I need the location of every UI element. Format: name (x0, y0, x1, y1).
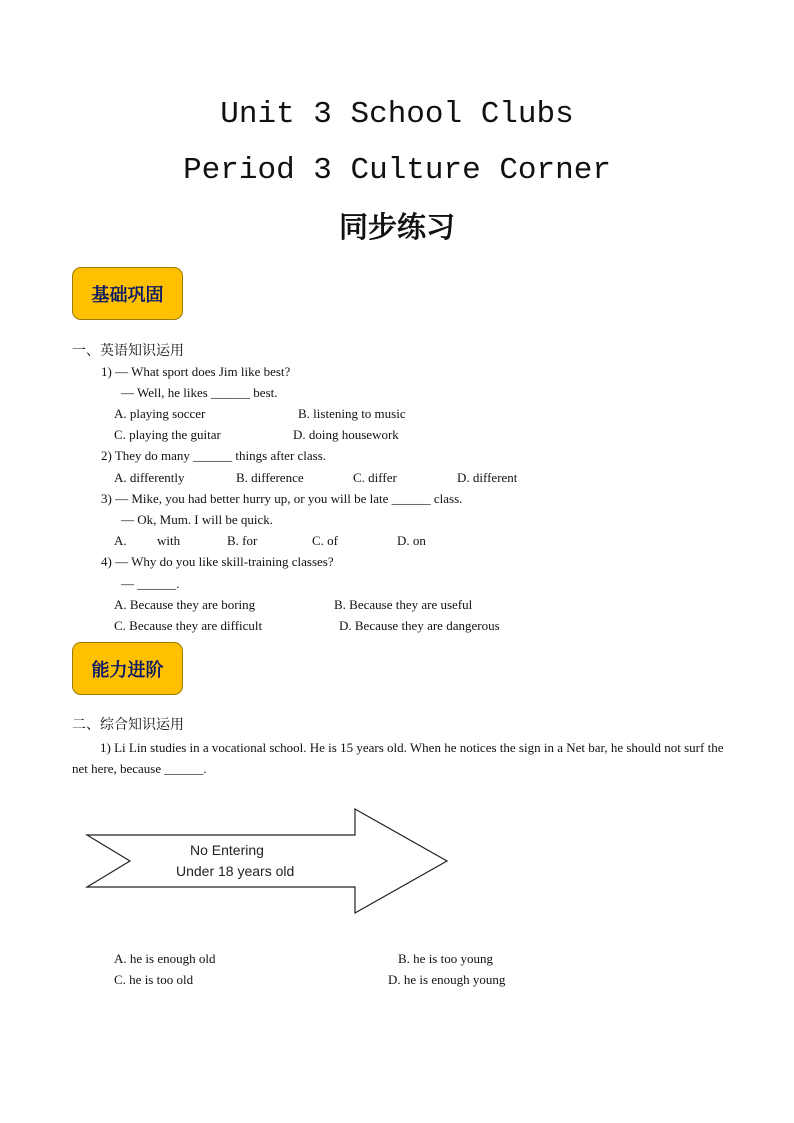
s2-q1-stem: 1) Li Lin studies in a vocational school. He is 15 years old. When he notices the sign in a Net bar, he should not surf the net here, because ______. (72, 740, 724, 776)
sign-line2: Under 18 years old (176, 863, 295, 879)
q3-option-a: A. (114, 533, 127, 548)
q1-option-a: A. playing soccer (114, 406, 206, 421)
q3-option-b: B. for (227, 533, 258, 548)
s2-q1-option-b: B. he is too young (398, 951, 493, 966)
q1-stem: 1) — What sport does Jim like best? (101, 364, 291, 379)
q1-option-b: B. listening to music (298, 406, 406, 421)
q4-stem: 4) — Why do you like skill-training classes? (101, 554, 334, 569)
section1-heading: 一、英语知识运用 (72, 343, 184, 359)
q4-reply: — ______. (121, 576, 180, 591)
q3-option-a-word: with (157, 533, 181, 548)
q1-option-d: D. doing housework (293, 427, 399, 442)
s2-q1-option-d: D. he is enough young (388, 972, 506, 987)
page-subtitle: Period 3 Culture Corner (183, 153, 611, 188)
badge-advanced: 能力进阶 (72, 642, 183, 695)
q2-option-d: D. different (457, 470, 518, 485)
q4-option-b: B. Because they are useful (334, 597, 473, 612)
page-title-cn: 同步练习 (338, 210, 455, 244)
s2-q1-option-c: C. he is too old (114, 972, 194, 987)
q1-reply: — Well, he likes ______ best. (121, 385, 278, 400)
sign-line1: No Entering (190, 842, 264, 858)
q2-option-c: C. differ (353, 470, 397, 485)
page-title: Unit 3 School Clubs (220, 97, 574, 132)
q2-stem: 2) They do many ______ things after class. (101, 448, 327, 463)
q4-option-d: D. Because they are dangerous (339, 618, 500, 633)
q4-option-a: A. Because they are boring (114, 597, 256, 612)
q2-option-a: A. differently (114, 470, 185, 485)
q2-option-b: B. difference (236, 470, 304, 485)
section2-heading: 二、综合知识运用 (72, 717, 184, 733)
q4-option-c: C. Because they are difficult (114, 618, 263, 633)
badge-basic: 基础巩固 (72, 267, 183, 320)
q3-stem: 3) — Mike, you had better hurry up, or you will be late ______ class. (101, 491, 463, 506)
q3-reply: — Ok, Mum. I will be quick. (121, 512, 274, 527)
q1-option-c: C. playing the guitar (114, 427, 221, 442)
q3-option-d: D. on (397, 533, 426, 548)
q3-option-c: C. of (312, 533, 338, 548)
s2-q1-option-a: A. he is enough old (114, 951, 216, 966)
